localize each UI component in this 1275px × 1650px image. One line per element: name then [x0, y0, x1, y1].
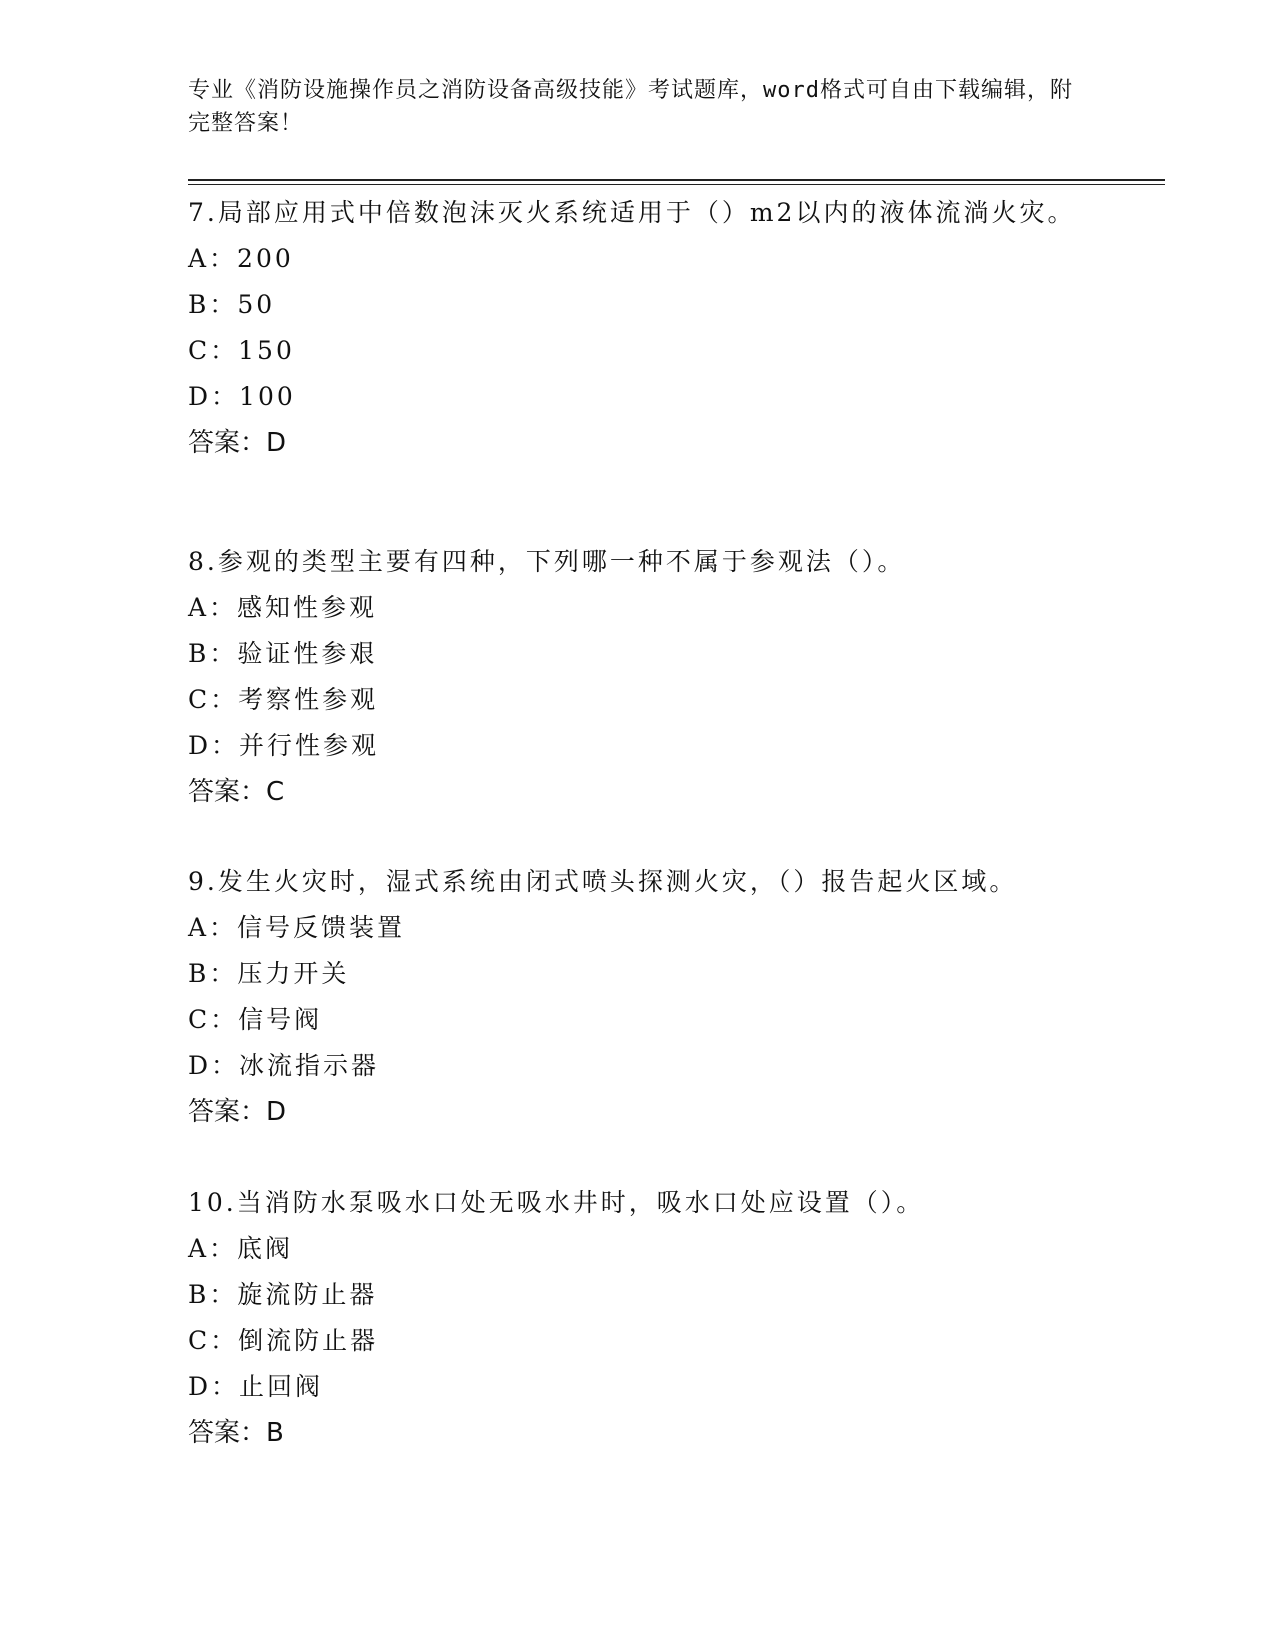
option-a: A：信号反馈装置: [188, 913, 406, 942]
option-a: A：200: [188, 244, 294, 273]
option-c: C：信号阀: [188, 1005, 323, 1034]
answer-line: 答案：B: [188, 1418, 284, 1448]
question-8: [188, 539, 1088, 815]
option-d: D：冰流指示器: [188, 1051, 380, 1080]
option-c: C：考察性参观: [188, 685, 379, 714]
document-header: [188, 74, 1088, 140]
option-d: D：并行性参观: [188, 731, 380, 760]
question-7: [188, 190, 1088, 466]
header-divider-thick: [188, 179, 1165, 181]
option-b: B：压力开关: [188, 959, 350, 988]
option-c: C：150: [188, 336, 295, 365]
answer-line: 答案：D: [188, 1097, 287, 1127]
option-b: B：50: [188, 290, 276, 319]
option-a: A：底阀: [188, 1234, 294, 1263]
option-a: A：感知性参观: [188, 593, 378, 622]
question-9: [188, 859, 1088, 1135]
answer-line: 答案：D: [188, 428, 287, 458]
option-d: D：止回阀: [188, 1372, 324, 1401]
header-divider-thin: [188, 184, 1165, 185]
option-d: D：100: [188, 382, 296, 411]
question-stem: 7.局部应用式中倍数泡沫灭火系统适用于（）m2以内的液体流淌火灾。: [188, 198, 1076, 227]
answer-line: 答案：C: [188, 777, 285, 807]
option-c: C：倒流防止器: [188, 1326, 379, 1355]
question-stem: 10.当消防水泵吸水口处无吸水井时，吸水口处应设置（）。: [188, 1188, 925, 1217]
question-10: [188, 1180, 1088, 1456]
header-intro-text: 专业《消防设施操作员之消防设备高级技能》考试题库，word格式可自由下载编辑，附完整答案！: [188, 78, 1073, 136]
option-b: B：旋流防止器: [188, 1280, 378, 1309]
option-b: B：验证性参艰: [188, 639, 378, 668]
question-stem: 8.参观的类型主要有四种，下列哪一种不属于参观法（）。: [188, 547, 906, 576]
question-stem: 9.发生火灾时，湿式系统由闭式喷头探测火灾，（）报告起火区域。: [188, 867, 1018, 896]
